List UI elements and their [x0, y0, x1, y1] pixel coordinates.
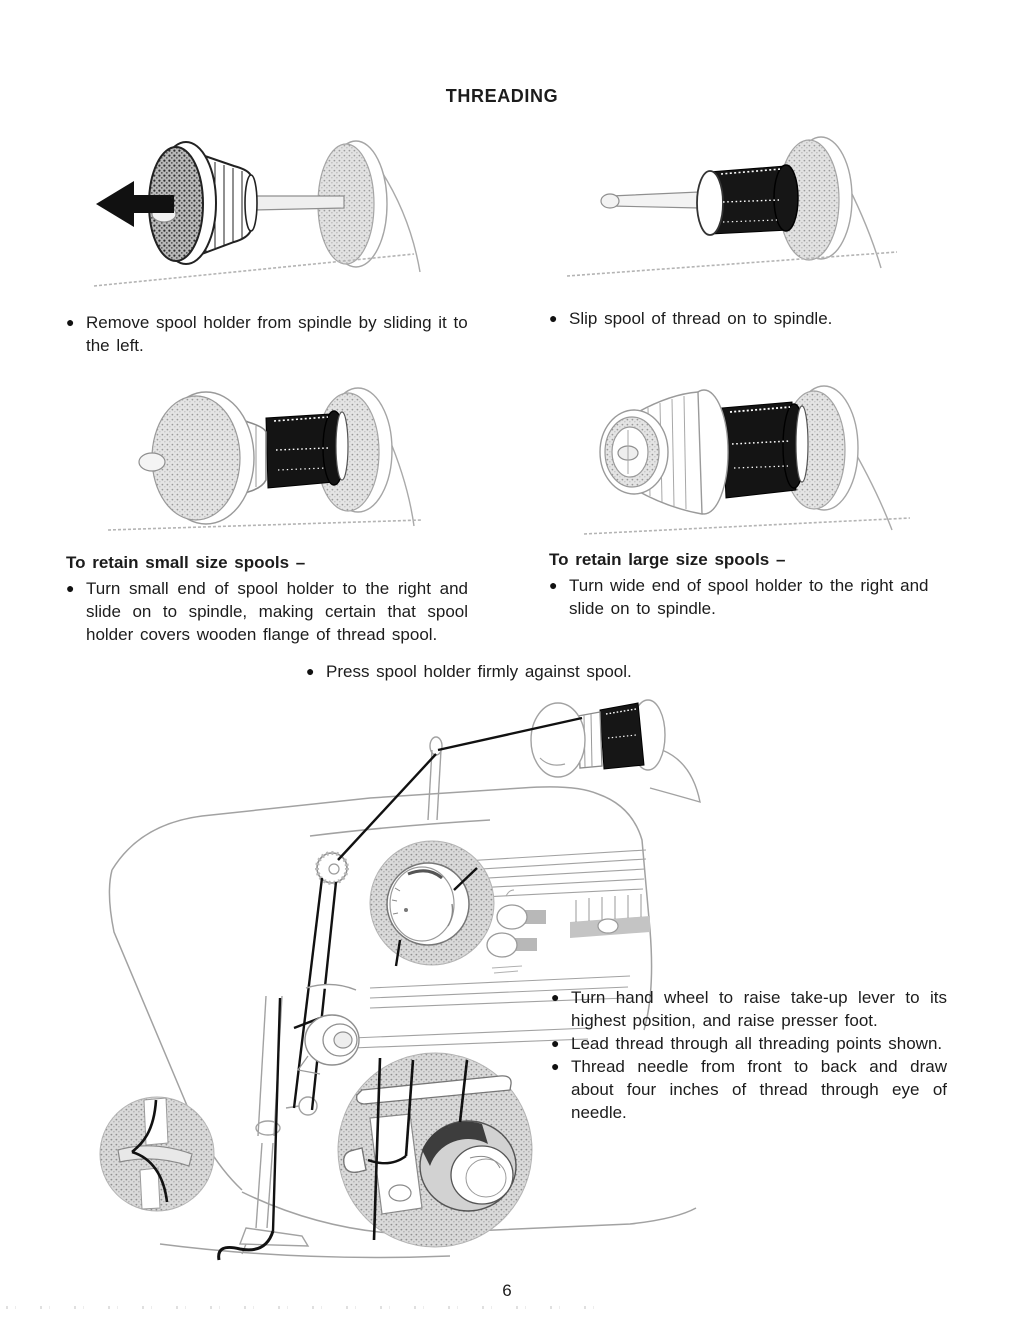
- list-item: [551, 1032, 947, 1055]
- page-number: 6: [502, 1281, 512, 1300]
- figure-retain-small-spools: [96, 378, 430, 540]
- bullet-icon: ●: [549, 310, 558, 326]
- list-item: [551, 986, 947, 1032]
- bullet-icon: ●: [549, 577, 558, 593]
- step-retain-large: [549, 574, 967, 620]
- retain-large-heading: To retain large size spools –: [549, 550, 786, 569]
- step-text: Lead thread through all threading points shown.: [571, 1034, 943, 1053]
- spool-holder-wide-end: [600, 390, 728, 514]
- spool-holder: [139, 392, 266, 524]
- ground-line: [108, 520, 422, 530]
- inset-tension-assembly: [338, 1053, 532, 1247]
- step-retain-small: [66, 577, 468, 646]
- step-text: Slip spool of thread on to spindle.: [569, 309, 833, 328]
- ground-line: [584, 518, 910, 534]
- spindle-pin: [601, 192, 699, 208]
- control-panel: [487, 890, 650, 973]
- inset-needle-thread-guide: [100, 1097, 214, 1211]
- bullet-icon: ●: [66, 314, 75, 330]
- bullet-icon: ●: [551, 1058, 560, 1074]
- ground-line: [567, 252, 897, 276]
- thread-spool: [266, 411, 348, 488]
- inset-tension-dial: [370, 841, 494, 965]
- retain-small-heading: To retain small size spools –: [66, 553, 306, 572]
- step-text: Turn hand wheel to raise take-up lever to its highest position, and raise presser foot.: [571, 988, 947, 1030]
- figure-retain-large-spools: [576, 378, 928, 544]
- spindle-rod: [253, 196, 344, 210]
- figure-remove-spool-holder: [58, 124, 490, 300]
- step-text: Remove spool holder from spindle by sliding it to the left.: [86, 313, 468, 355]
- thread-spool: [722, 402, 808, 498]
- figure-slip-spool: [553, 124, 985, 292]
- step-text: Thread needle from front to back and draw about four inches of thread through eye of needle.: [571, 1057, 947, 1122]
- step-slip-spool: [549, 307, 969, 330]
- page-title: THREADING: [445, 86, 559, 106]
- thread-spool: [697, 165, 798, 235]
- bullet-icon: ●: [306, 663, 315, 679]
- bullet-icon: ●: [551, 989, 560, 1005]
- bullet-icon: ●: [551, 1035, 560, 1051]
- step-text: Turn small end of spool holder to the right and slide on to spindle, making certain that spool holder covers wooden flange of thread spool.: [86, 579, 468, 644]
- step-press-holder: [306, 660, 726, 683]
- list-item: [551, 1055, 947, 1124]
- bullet-icon: ●: [66, 580, 75, 596]
- step-text: Press spool holder firmly against spool.: [326, 662, 632, 681]
- step-remove-spool-holder: [66, 311, 470, 357]
- threading-steps-list: [551, 986, 947, 1124]
- scan-artifact: [6, 1306, 606, 1309]
- step-text: Turn wide end of spool holder to the right and slide on to spindle.: [569, 576, 929, 618]
